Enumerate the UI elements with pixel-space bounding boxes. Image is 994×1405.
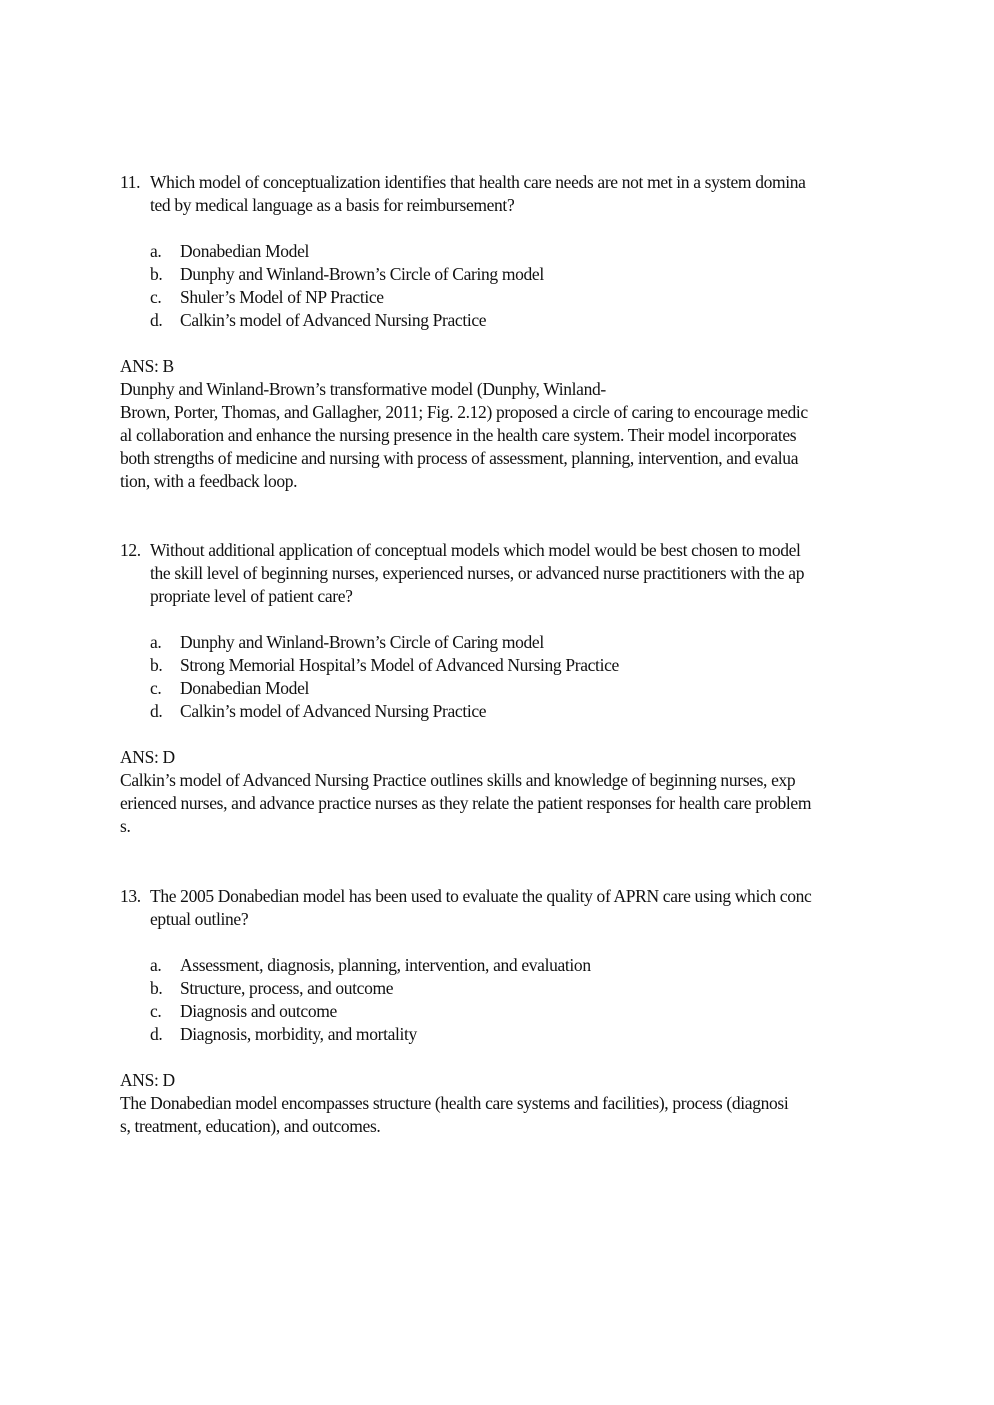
option-d: [150, 309, 905, 332]
option-d: [150, 700, 905, 723]
option-text: Calkin’s model of Advanced Nursing Practice: [180, 310, 487, 330]
option-letter: d.: [150, 1024, 163, 1044]
option-letter: c.: [150, 678, 162, 698]
option-d: [150, 1023, 905, 1046]
option-b: [150, 977, 905, 1000]
option-b: [150, 654, 905, 677]
option-a: [150, 954, 905, 977]
answer-rationale: [120, 378, 905, 493]
option-a: [150, 240, 905, 263]
option-text: Assessment, diagnosis, planning, intervention, and evaluation: [180, 955, 591, 975]
stem-line: Without additional application of conceptual models which model would be best chosen to model: [150, 540, 801, 560]
question-number: 12.: [120, 540, 141, 560]
option-a: [150, 631, 905, 654]
answer-rationale: [120, 1092, 905, 1138]
rationale-line: al collaboration and enhance the nursing presence in the health care system. Their model incorporates: [120, 425, 797, 445]
option-letter: b.: [150, 264, 163, 284]
stem-line: The 2005 Donabedian model has been used to evaluate the quality of APRN care using which conc: [150, 886, 812, 906]
option-text: Strong Memorial Hospital’s Model of Advanced Nursing Practice: [180, 655, 619, 675]
question-stem: [120, 171, 905, 217]
option-c: [150, 1000, 905, 1023]
rationale-line: both strengths of medicine and nursing with process of assessment, planning, intervention, and evalua: [120, 448, 799, 468]
answer-rationale: [120, 769, 905, 838]
rationale-line: s.: [120, 816, 131, 836]
question-text: [150, 171, 905, 217]
option-letter: a.: [150, 241, 162, 261]
option-letter: d.: [150, 310, 163, 330]
option-letter: d.: [150, 701, 163, 721]
question-stem: [120, 885, 905, 931]
question-text: [150, 539, 905, 608]
answer-key: ANS: D: [120, 1070, 175, 1090]
option-text: Diagnosis and outcome: [180, 1001, 337, 1021]
option-text: Dunphy and Winland-Brown’s Circle of Caring model: [180, 632, 544, 652]
stem-line: ted by medical language as a basis for reimbursement?: [150, 195, 515, 215]
question-text: [150, 885, 905, 931]
option-text: Structure, process, and outcome: [180, 978, 394, 998]
option-letter: b.: [150, 978, 163, 998]
option-c: [150, 286, 905, 309]
question-stem: [120, 539, 905, 608]
option-letter: c.: [150, 1001, 162, 1021]
rationale-line: The Donabedian model encompasses structure (health care systems and facilities), process (diagnosi: [120, 1093, 789, 1113]
answer-options: [150, 954, 905, 1046]
rationale-line: Dunphy and Winland-Brown’s transformative model (Dunphy, Winland-: [120, 379, 606, 399]
question-11: [120, 171, 905, 493]
rationale-line: s, treatment, education), and outcomes.: [120, 1116, 381, 1136]
answer-key: ANS: B: [120, 356, 174, 376]
option-text: Diagnosis, morbidity, and mortality: [180, 1024, 417, 1044]
rationale-line: Brown, Porter, Thomas, and Gallagher, 2011; Fig. 2.12) proposed a circle of caring to encourage medic: [120, 402, 808, 422]
option-text: Calkin’s model of Advanced Nursing Practice: [180, 701, 487, 721]
option-text: Dunphy and Winland-Brown’s Circle of Caring model: [180, 264, 544, 284]
option-text: Shuler’s Model of NP Practice: [180, 287, 384, 307]
option-letter: b.: [150, 655, 163, 675]
question-12: [120, 539, 905, 838]
answer-options: [150, 240, 905, 332]
question-number: 13.: [120, 886, 141, 906]
option-c: [150, 677, 905, 700]
answer-options: [150, 631, 905, 723]
question-number: 11.: [120, 172, 141, 192]
stem-line: eptual outline?: [150, 909, 249, 929]
option-b: [150, 263, 905, 286]
stem-line: Which model of conceptualization identifies that health care needs are not met in a system domina: [150, 172, 806, 192]
question-13: [120, 885, 905, 1138]
option-letter: a.: [150, 955, 162, 975]
stem-line: propriate level of patient care?: [150, 586, 353, 606]
rationale-line: tion, with a feedback loop.: [120, 471, 298, 491]
option-letter: c.: [150, 287, 162, 307]
option-text: Donabedian Model: [180, 678, 310, 698]
stem-line: the skill level of beginning nurses, experienced nurses, or advanced nurse practitioners with the ap: [150, 563, 805, 583]
rationale-line: erienced nurses, and advance practice nurses as they relate the patient responses for health care problem: [120, 793, 812, 813]
answer-key: ANS: D: [120, 747, 175, 767]
option-letter: a.: [150, 632, 162, 652]
option-text: Donabedian Model: [180, 241, 310, 261]
rationale-line: Calkin’s model of Advanced Nursing Practice outlines skills and knowledge of beginning nurses, exp: [120, 770, 796, 790]
